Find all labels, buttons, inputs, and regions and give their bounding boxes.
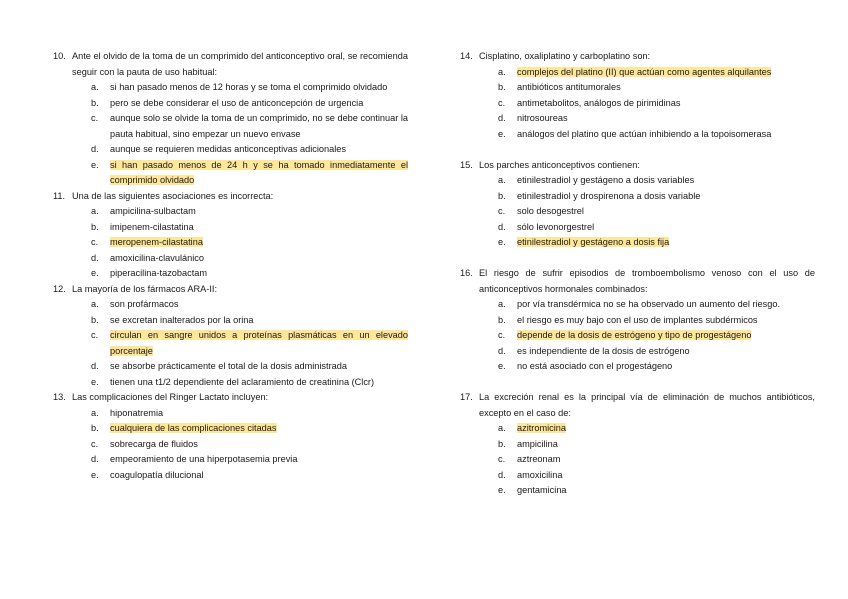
question-number: 11. — [53, 190, 66, 201]
question-stem — [460, 158, 815, 174]
option-letter: a. — [498, 423, 506, 433]
option-text-wrap — [110, 235, 408, 251]
option-text: hiponatremia — [110, 407, 164, 418]
question-stem — [460, 266, 815, 297]
question-stem — [53, 189, 408, 205]
option-text-wrap — [110, 158, 408, 189]
question-block — [53, 282, 408, 391]
question-number: 12. — [53, 283, 66, 294]
question-text: Cisplatino, oxaliplatino y carboplatino son: — [479, 51, 651, 61]
option-text: ampicilina-sulbactam — [110, 206, 196, 216]
option-text: aunque solo se olvide la toma de un comprimido, no se debe continuar la pauta habitual, sino empezar un nuevo envase — [110, 113, 408, 139]
option-item — [460, 468, 815, 484]
option-item — [53, 313, 408, 329]
option-text-wrap — [517, 80, 815, 96]
question-text: La mayoría de los fármacos ARA-II: — [72, 283, 218, 294]
option-list — [460, 65, 815, 143]
option-text-wrap — [110, 437, 408, 453]
question-number: 15. — [460, 159, 473, 170]
option-item — [460, 80, 815, 96]
option-item — [460, 235, 815, 251]
option-text-wrap — [517, 483, 815, 499]
option-letter: c. — [498, 97, 506, 108]
option-text: aztreonam — [517, 454, 561, 464]
question-stem — [53, 390, 408, 406]
option-letter: a. — [498, 175, 506, 185]
question-block — [53, 390, 408, 483]
option-item — [460, 359, 815, 375]
option-item — [460, 297, 815, 313]
option-letter: d. — [91, 144, 99, 154]
option-text: etinilestradiol y gestágeno a dosis variables — [517, 175, 695, 185]
option-letter: d. — [498, 221, 506, 232]
option-text-wrap — [517, 204, 815, 220]
option-item — [53, 406, 408, 422]
option-letter: b. — [91, 314, 99, 325]
option-item — [53, 251, 408, 267]
option-text: análogos del platino que actúan inhibiendo a la topoisomerasa — [517, 128, 772, 139]
option-text: es independiente de la dosis de estrógeno — [517, 345, 690, 356]
option-text-wrap — [517, 313, 815, 329]
left-column — [53, 49, 408, 483]
option-text-wrap — [110, 406, 408, 422]
option-text: sólo levonorgestrel — [517, 221, 595, 232]
question-spacer — [460, 142, 815, 158]
option-item — [460, 111, 815, 127]
option-list — [53, 297, 408, 390]
option-letter: b. — [91, 221, 99, 232]
option-text: amoxicilina — [517, 469, 563, 480]
option-list — [460, 421, 815, 499]
option-text-wrap — [517, 421, 815, 437]
option-text-wrap — [517, 220, 815, 236]
option-text-wrap — [517, 359, 815, 375]
option-text-wrap — [517, 297, 815, 313]
option-text: ampicilina — [517, 438, 558, 449]
option-text-wrap — [110, 328, 408, 359]
highlighted-answer-text: meropenem-cilastatina — [110, 237, 203, 247]
option-text-wrap — [110, 220, 408, 236]
option-letter: d. — [91, 252, 99, 263]
option-text: amoxicilina-clavulánico — [110, 252, 204, 263]
option-text: son profármacos — [110, 299, 179, 309]
option-text-wrap — [517, 96, 815, 112]
option-text-wrap — [517, 437, 815, 453]
option-item — [53, 80, 408, 96]
option-item — [53, 266, 408, 282]
question-text: Las complicaciones del Ringer Lactato incluyen: — [72, 392, 269, 402]
option-list — [53, 204, 408, 282]
option-item — [460, 173, 815, 189]
option-item — [53, 375, 408, 391]
option-text: no está asociado con el progestágeno — [517, 361, 673, 371]
option-letter: b. — [498, 438, 506, 449]
question-block — [53, 189, 408, 282]
option-letter: c. — [91, 113, 99, 123]
highlighted-answer-text: complejos del platino (II) que actúan como agentes alquilantes — [517, 66, 772, 77]
question-stem — [460, 390, 815, 421]
option-letter: c. — [91, 330, 99, 340]
option-text: antibióticos antitumorales — [517, 82, 621, 92]
option-letter: a. — [91, 206, 99, 216]
option-letter: c. — [498, 206, 506, 216]
option-letter: e. — [498, 237, 506, 247]
option-text-wrap — [110, 313, 408, 329]
highlighted-answer-text: circulan en sangre unidos a proteínas plasmáticas en un elevado porcentaje — [110, 330, 408, 356]
option-item — [53, 328, 408, 359]
highlighted-answer-text: etinilestradiol y gestágeno a dosis fija — [517, 237, 670, 247]
option-item — [53, 96, 408, 112]
option-text-wrap — [110, 96, 408, 112]
option-item — [460, 452, 815, 468]
option-item — [53, 437, 408, 453]
option-item — [460, 65, 815, 81]
option-item — [53, 220, 408, 236]
option-text-wrap — [110, 266, 408, 282]
option-item — [53, 468, 408, 484]
option-text: el riesgo es muy bajo con el uso de implantes subdérmicos — [517, 314, 758, 325]
option-item — [53, 359, 408, 375]
option-text: se excretan inalterados por la orina — [110, 314, 254, 325]
option-text-wrap — [517, 127, 815, 143]
option-item — [53, 452, 408, 468]
option-letter: e. — [91, 268, 99, 278]
option-letter: e. — [498, 361, 506, 371]
question-text: El riesgo de sufrir episodios de tromboembolismo venoso con el uso de anticonceptivos hormonales combinados: — [479, 268, 815, 294]
option-letter: a. — [498, 299, 506, 309]
option-text-wrap — [110, 204, 408, 220]
option-letter: d. — [498, 345, 506, 356]
option-text: sobrecarga de fluidos — [110, 438, 198, 449]
option-text: solo desogestrel — [517, 206, 584, 216]
option-item — [460, 344, 815, 360]
option-text: pero se debe considerar el uso de anticoncepción de urgencia — [110, 97, 364, 108]
option-text-wrap — [110, 468, 408, 484]
option-text: nitrosoureas — [517, 113, 568, 123]
option-item — [460, 437, 815, 453]
highlighted-answer-text: cualquiera de las complicaciones citadas — [110, 423, 277, 433]
question-number: 10. — [53, 51, 66, 61]
option-letter: c. — [498, 330, 506, 340]
option-text-wrap — [110, 111, 408, 142]
option-text: se absorbe prácticamente el total de la dosis administrada — [110, 361, 347, 371]
option-text-wrap — [517, 189, 815, 205]
option-letter: a. — [91, 407, 99, 418]
option-text-wrap — [110, 80, 408, 96]
option-letter: b. — [91, 423, 99, 433]
highlighted-answer-text: azitromicina — [517, 423, 567, 433]
option-list — [460, 297, 815, 375]
option-item — [53, 204, 408, 220]
option-item — [53, 111, 408, 142]
option-letter: a. — [498, 66, 506, 77]
option-text: aunque se requieren medidas anticonceptivas adicionales — [110, 144, 346, 154]
option-letter: b. — [498, 82, 506, 92]
option-item — [460, 96, 815, 112]
option-list — [460, 173, 815, 251]
option-text-wrap — [110, 251, 408, 267]
question-number: 13. — [53, 392, 66, 402]
question-number: 17. — [460, 392, 473, 402]
option-text: por vía transdérmica no se ha observado un aumento del riesgo. — [517, 299, 781, 309]
question-stem — [53, 49, 408, 80]
option-item — [460, 313, 815, 329]
option-letter: b. — [91, 97, 99, 108]
question-text: La excreción renal es la principal vía de eliminación de muchos antibióticos, excepto en el caso de: — [479, 392, 815, 418]
option-letter: b. — [498, 190, 506, 201]
option-text: piperacilina-tazobactam — [110, 268, 208, 278]
option-text-wrap — [110, 452, 408, 468]
option-text-wrap — [110, 142, 408, 158]
option-text: imipenem-cilastatina — [110, 221, 194, 232]
question-block — [53, 49, 408, 189]
option-letter: c. — [91, 438, 99, 449]
option-text: etinilestradiol y drospirenona a dosis variable — [517, 190, 701, 201]
option-text: coagulopatía dilucional — [110, 469, 204, 480]
option-item — [460, 189, 815, 205]
highlighted-answer-text: si han pasado menos de 24 h y se ha tomado inmediatamente el comprimido olvidado — [110, 159, 408, 185]
highlighted-answer-text: depende de la dosis de estrógeno y tipo de progestágeno — [517, 330, 752, 340]
option-text-wrap — [517, 111, 815, 127]
option-text-wrap — [517, 235, 815, 251]
option-letter: d. — [498, 469, 506, 480]
option-item — [460, 204, 815, 220]
question-block — [460, 158, 815, 251]
option-list — [53, 80, 408, 189]
option-text: si han pasado menos de 12 horas y se toma el comprimido olvidado — [110, 82, 388, 92]
option-item — [460, 483, 815, 499]
question-block — [460, 49, 815, 142]
option-text-wrap — [110, 421, 408, 437]
option-list — [53, 406, 408, 484]
option-item — [460, 220, 815, 236]
option-item — [53, 142, 408, 158]
option-text-wrap — [517, 173, 815, 189]
option-text-wrap — [110, 297, 408, 313]
question-block — [460, 266, 815, 375]
question-stem — [460, 49, 815, 65]
option-letter: e. — [91, 376, 99, 387]
question-text: Los parches anticonceptivos contienen: — [479, 159, 640, 170]
option-letter: e. — [498, 485, 506, 495]
option-item — [53, 235, 408, 251]
option-text-wrap — [517, 344, 815, 360]
option-letter: d. — [91, 454, 99, 464]
option-text-wrap — [110, 375, 408, 391]
option-letter: e. — [91, 159, 99, 170]
option-text: antimetabolitos, análogos de pirimidinas — [517, 97, 681, 108]
question-block — [460, 390, 815, 499]
option-letter: c. — [91, 237, 99, 247]
option-text-wrap — [110, 359, 408, 375]
option-item — [53, 421, 408, 437]
question-text: Una de las siguientes asociaciones es incorrecta: — [72, 190, 274, 201]
option-text-wrap — [517, 328, 815, 344]
option-letter: c. — [498, 454, 506, 464]
question-spacer — [460, 251, 815, 267]
option-letter: a. — [91, 299, 99, 309]
option-text: empeoramiento de una hiperpotasemia previa — [110, 454, 298, 464]
option-item — [460, 127, 815, 143]
option-text-wrap — [517, 452, 815, 468]
question-number: 16. — [460, 268, 473, 278]
option-letter: d. — [91, 361, 99, 371]
option-text: gentamicina — [517, 485, 567, 495]
option-item — [460, 328, 815, 344]
question-number: 14. — [460, 51, 473, 61]
option-item — [460, 421, 815, 437]
right-column — [460, 49, 815, 499]
option-letter: e. — [91, 469, 99, 480]
option-letter: a. — [91, 82, 99, 92]
option-text: tienen una t1/2 dependiente del aclaramiento de creatinina (Clcr) — [110, 376, 375, 387]
question-spacer — [460, 375, 815, 391]
option-text-wrap — [517, 468, 815, 484]
question-text: Ante el olvido de la toma de un comprimido del anticonceptivo oral, se recomienda seguir con la pauta de uso habitual: — [72, 51, 408, 77]
option-letter: e. — [498, 128, 506, 139]
option-text-wrap — [517, 65, 815, 81]
option-letter: d. — [498, 113, 506, 123]
option-item — [53, 158, 408, 189]
question-stem — [53, 282, 408, 298]
option-item — [53, 297, 408, 313]
option-letter: b. — [498, 314, 506, 325]
